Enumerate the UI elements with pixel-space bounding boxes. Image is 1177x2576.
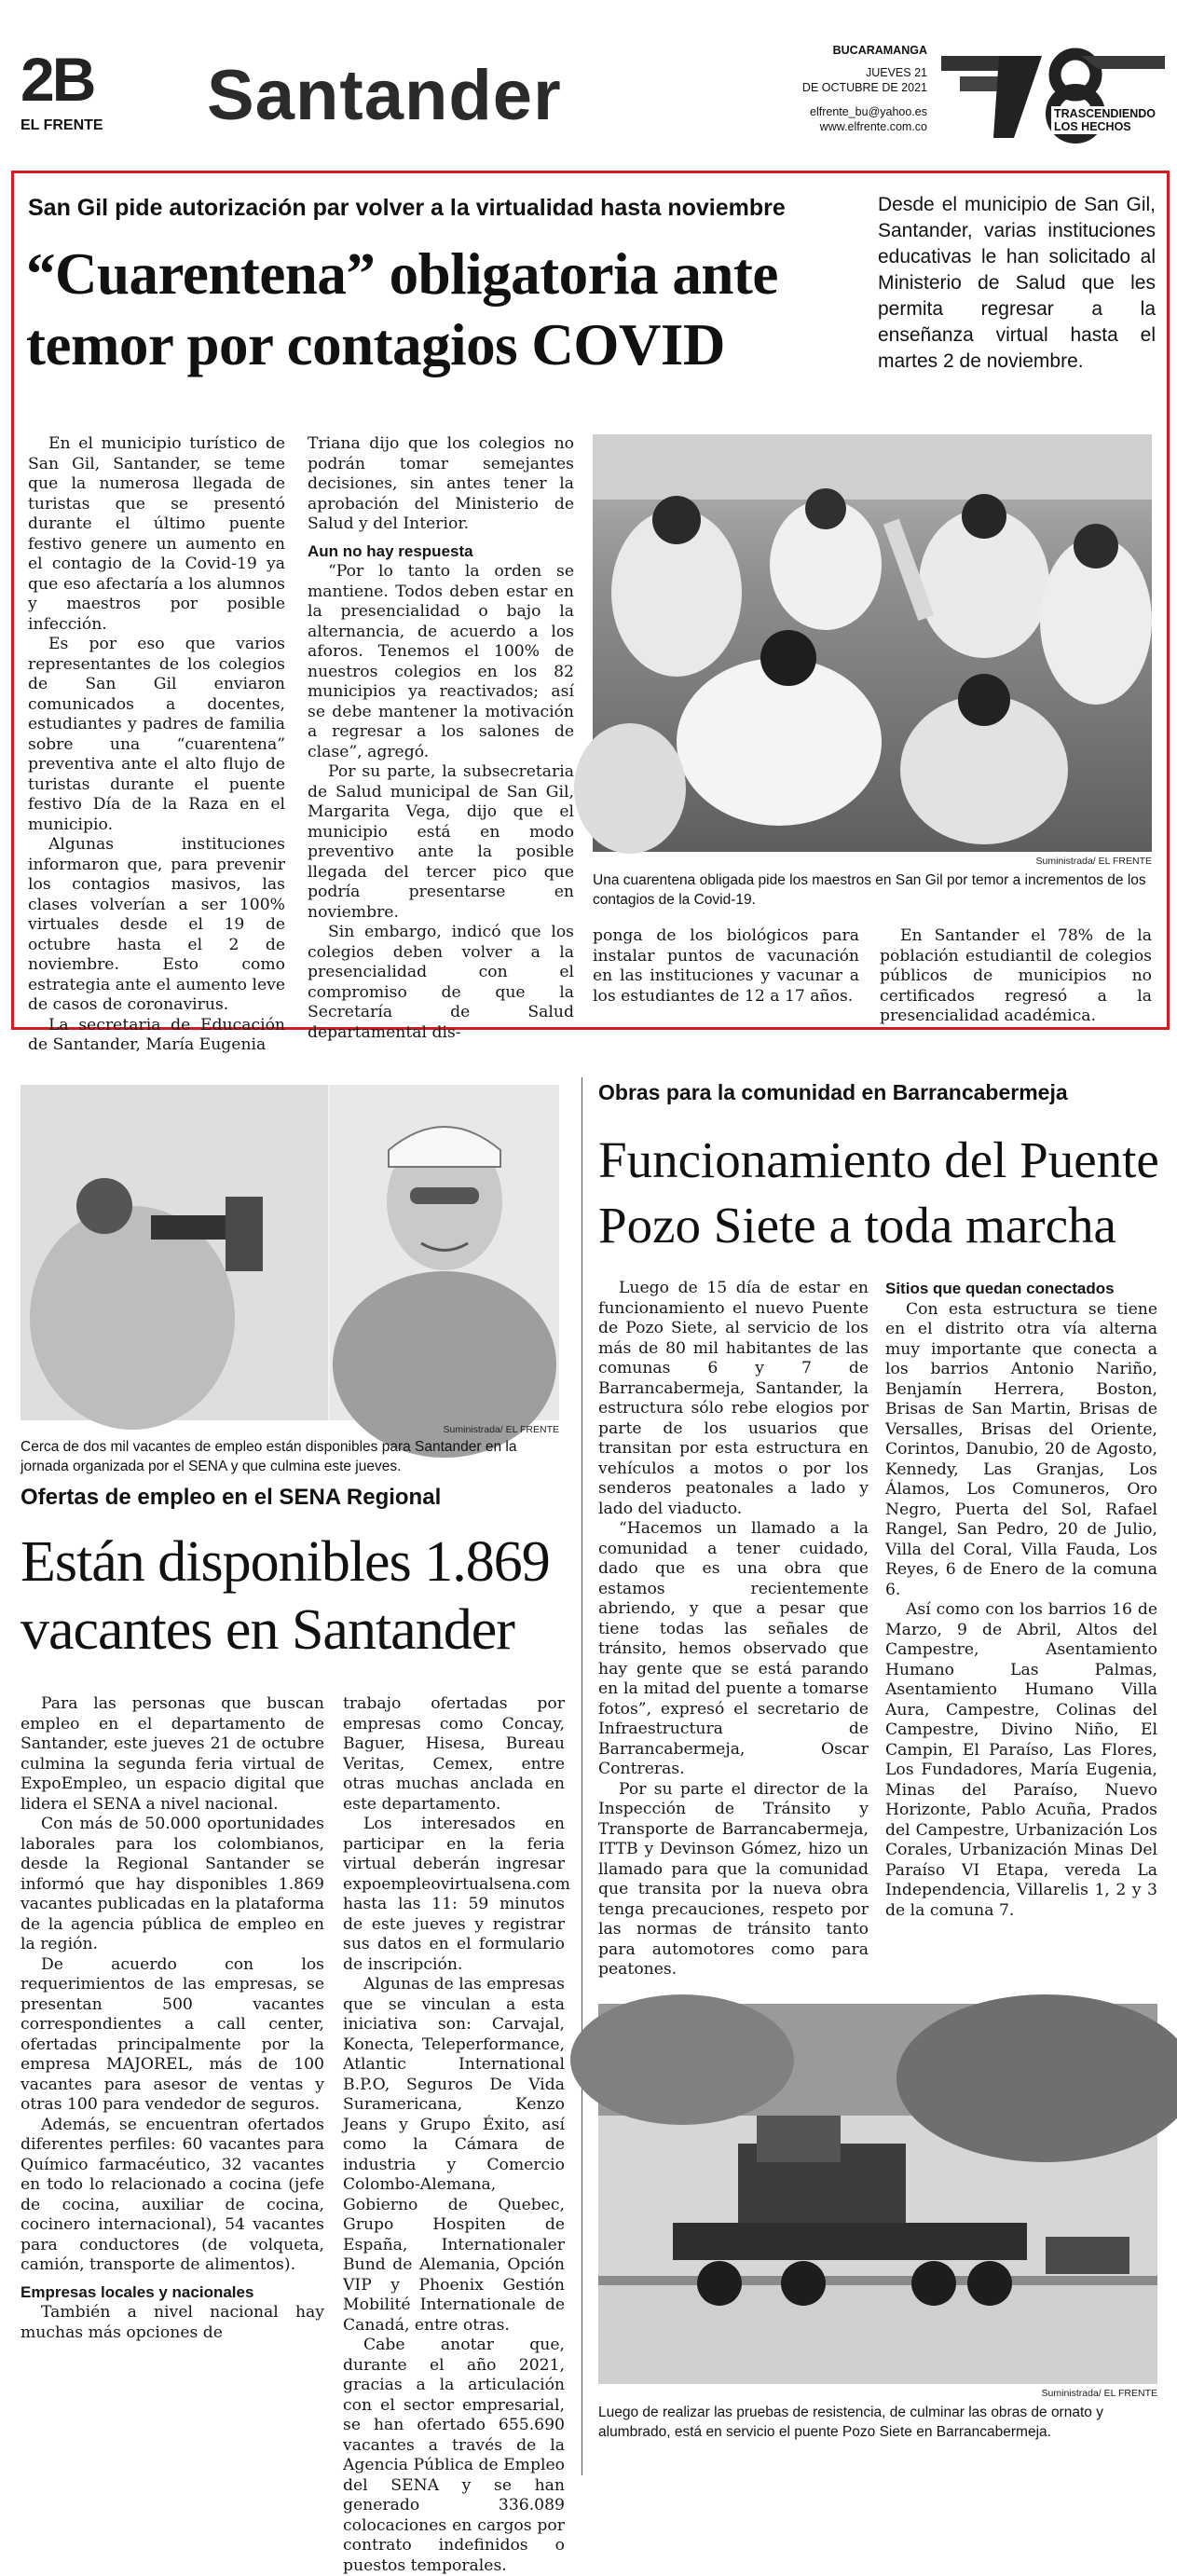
article3-photo-caption: Luego de realizar las pruebas de resistencia, de culminar las obras de ornato y alumbrado, está en servicio el puente Pozo Siete en Barrancabermeja. xyxy=(598,2405,1103,2440)
paragraph: En Santander el 78% de la población estudiantil de colegios públicos de municipios no certificados regresó a la presencialidad académica. xyxy=(880,926,1152,1025)
paragraph: Con más de 50.000 oportunidades laborales para los colombianos, desde la Regional Santander se informó que hay disponibles 1.869 vacantes publicadas en la plataforma de la agencia pública de empleo en la región. xyxy=(21,1815,324,1953)
article3-photo xyxy=(598,2004,1157,2384)
anniversary-logo xyxy=(941,35,1165,145)
paragraph: La secretaria de Educación de Santander, María Eugenia xyxy=(28,1015,285,1054)
article1-kicker: San Gil pide autorización par volver a la virtualidad hasta noviembre xyxy=(28,195,786,221)
paragraph: ponga de los biológicos para instalar puntos de vacunación en las instituciones y vacunar a los estudiantes de 12 a 17 años. xyxy=(593,926,859,1006)
article2-photo-credit: Suministrada/ EL FRENTE xyxy=(443,1424,559,1435)
article2-headline: Están disponibles 1.869 vacantes en Santander xyxy=(21,1530,550,1662)
article1-column-2 xyxy=(308,434,574,1043)
article2-photo-caption: Cerca de dos mil vacantes de empleo están disponibles para Santander en la jornada organizada por el SENA y que culmina este jueves. xyxy=(21,1439,517,1474)
article1-subhead: Aun no hay respuesta xyxy=(308,541,473,560)
header-meta xyxy=(760,43,927,134)
paragraph: Por su parte, la subsecretaria de Salud municipal de San Gil, Margarita Vega, dijo que el municipio está en modo preventivo ante la posible llegada del tercer pico que podría presentarse en noviembre. xyxy=(308,762,574,922)
paragraph: Los interesados en participar en la feria virtual deberán ingresar expoempleovirtualsena.com hasta las 11: 59 minutos de este jueves y registrar sus datos en el formulario de inscripción. xyxy=(343,1815,570,1974)
paragraph: Para las personas que buscan empleo en el departamento de Santander, este jueves 21 de octubre culmina la segunda feria virtual de ExpoEmpleo, un espacio digital que lidera el SENA a nivel nacional. xyxy=(21,1694,324,1814)
logo-tagline-1: TRASCENDIENDO xyxy=(1054,107,1156,120)
article3-headline: Funcionamiento del Puente Pozo Siete a toda marcha xyxy=(598,1131,1159,1254)
date-line-2: DE OCTUBRE DE 2021 xyxy=(801,81,927,94)
paragraph: Algunas de las empresas que se vinculan a esta iniciativa son: Carvajal, Konecta, Teleperformance, Atlantic International B.P.O, Seguros De Vida Suramericana, Kenzo Jeans y Grupo Éxito, así como la Cámara de industria y Comercio Colombo-Alemana, Gobierno de Quebec, Grupo Hospiten de España, Internationaler Bund de Alemania, Opción VIP y Phoenix Gestión Mobilité Internationale de Canadá, entre otras. xyxy=(343,1975,565,2335)
article3-subhead: Sitios que quedan conectados xyxy=(885,1280,1115,1297)
article3-photo-credit: Suministrada/ EL FRENTE xyxy=(1041,2388,1157,2399)
article3-column-2 xyxy=(885,1279,1157,1921)
paragraph: En el municipio turístico de San Gil, Santander, se teme que la numerosa llegada de turistas que se presentó durante el último puente festivo genere un aumento en el contagio de la Covid-19 ya que eso afectaría a los alumnos y maestros por posible infección. xyxy=(28,434,285,634)
paragraph: Con esta estructura se tiene en el distrito otra vía alterna muy importante que conecta a los barrios Antonio Nariño, Benjamín Herrera, Boston, Brisas de San Martin, Brisas de Versalles, Brisas del Oriente, Corintos, Danubio, 20 de Agosto, Kennedy, Las Granjas, Los Álamos, Los Comuneros, Oro Negro, Puerta del Sol, Rafael Rangel, San Pedro, 20 de Julio, Villa del Coral, Villa Fauda, Los Reyes, 6 de Enero de la comuna 6. xyxy=(885,1299,1157,1599)
paragraph: Es por eso que varios representantes de los colegios de San Gil enviaron comunicados a docentes, estudiantes y padres de familia sobre una “cuarentena” preventiva ante el alto flujo de turistas durante el puente festivo Día de la Raza en el municipio. xyxy=(28,635,285,834)
date-line-1: JUEVES 21 xyxy=(865,66,927,79)
paragraph: Sin embargo, indicó que los colegios deben volver a la presencialidad con el compromiso de que la Secretaría de Salud departamental dis- xyxy=(308,923,574,1042)
students-photo-image xyxy=(593,434,1152,852)
article1-column-1 xyxy=(28,434,285,1056)
article1-photo xyxy=(593,434,1152,852)
article3-kicker: Obras para la comunidad en Barrancabermeja xyxy=(598,1080,1068,1104)
paragraph: Luego de 15 día de estar en funcionamiento el nuevo Puente de Pozo Siete, al servicio de los más de 80 mil habitantes de las comunas 6 y 7 de Barrancabermeja, Santander, la estructura sólo rebe elogios por parte de los usuarios que transitan por esta estructura en vehículos a motos o por los senderos peatonales a lado y lado del viaducto. xyxy=(598,1279,869,1518)
bridge-photo-image xyxy=(598,2004,1157,2384)
paragraph: También a nivel nacional hay muchas más opciones de xyxy=(21,2303,324,2342)
workers-photo-image xyxy=(21,1085,559,1420)
logo-tagline-2: LOS HECHOS xyxy=(1054,120,1131,133)
paragraph: “Por lo tanto la orden se mantiene. Todos deben estar en la presencialidad o bajo la alternancia, de acuerdo a los aforos. Tenemos el 100% de nuestros colegios en los 82 municipios ya reactivados; así se debe mantener la motivación a regresar a los salones de clase”, agregó. xyxy=(308,562,574,761)
page-code: 2B xyxy=(21,45,94,114)
logo-tagline xyxy=(1051,106,1158,134)
paragraph: De acuerdo con los requerimientos de las empresas, se presentan 500 vacantes correspondientes a call center, ofertadas principalmente por la empresa MAJOREL, más de 100 vacantes para asesor de ventas y otras 100 para vendedor de seguros. xyxy=(21,1954,324,2114)
section-title: Santander xyxy=(207,56,562,135)
paragraph: Además, se encuentran ofertados diferentes perfiles: 60 vacantes para Químico farmacéutico, 32 vacantes en todo lo relacionado a cocina (jefe de cocina, auxiliar de cocina, cocinero internacional), 54 vacantes para conductores (de volqueta, camión, transporte de alimentos). xyxy=(21,2115,324,2274)
paragraph: Algunas instituciones informaron que, para prevenir los contagios masivos, las clases volverían a ser 100% virtuales desde el 19 de octubre hasta el 2 de noviembre. Esto como estrategia ante el aumento leve de casos de coronavirus. xyxy=(28,835,285,1014)
article2-subhead: Empresas locales y nacionales xyxy=(21,2282,254,2301)
article2-photo xyxy=(21,1085,559,1420)
article1-headline: “Cuarentena” obligatoria ante temor por contagios COVID xyxy=(26,241,778,377)
website-text: www.elfrente.com.co xyxy=(819,120,927,133)
article2-column-2 xyxy=(343,1694,570,2576)
paragraph: Así como con los barrios 16 de Marzo, 9 de Abril, Altos del Campestre, Asentamiento Humano Las Palmas, Asentamiento Humano Villa Aura, Campestre, Colinas del Campestre, Divino Niño, El Campin, El Paraíso, Las Flores, Los Fundadores, María Eugenia, Minas del Paraíso, Nuevo Horizonte, Pablo Acuña, Prados del Campestre, Urbanización Los Corales, Urbanización Minas Del Paraíso VI Etapa, vereda La Independencia, Villarelis 1, 2 y 3 de la comuna 7. xyxy=(885,1600,1157,1920)
paragraph: Triana dijo que los colegios no podrán tomar semejantes decisiones, sin antes tener la aprobación del Ministerio de Salud y del Interior. xyxy=(308,434,574,533)
article1-column-4 xyxy=(880,926,1152,1027)
article1-summary: Desde el municipio de San Gil, Santander, varias instituciones educativas le han solicitado al Ministerio de Salud que les permita regresar a la enseñanza virtual hasta el martes 2 de noviembre. xyxy=(878,194,1156,372)
paragraph: Por su parte el director de la Inspección de Tránsito y Transporte de Barrancabermeja, ITTB y Devinson Gómez, hizo un llamado para que la comunidad que transita por la nueva obra tenga precauciones, respeto por las normas de tránsito tanto para automotores como para peatones. xyxy=(598,1779,869,1979)
article1-column-3 xyxy=(593,926,859,1007)
article1-photo-credit: Suministrada/ EL FRENTE xyxy=(1035,856,1152,867)
article2-column-1 xyxy=(21,1694,324,2343)
paragraph: trabajo ofertadas por empresas como Concay, Baguer, Hisesa, Bureau Veritas, Cemex, entre otras muchas anclada en este departamento. xyxy=(343,1694,565,1814)
city-label: BUCARAMANGA xyxy=(832,44,927,57)
paragraph: Cabe anotar que, durante el año 2021, gracias a la articulación con el sector empresarial, se han ofertado 655.690 vacantes a través de la Agencia Pública de Empleo del SENA y se han generado 336.089 colocaciones en cargos por contrato indefinidos o puestos temporales. xyxy=(343,2336,565,2575)
email-text: elfrente_bu@yahoo.es xyxy=(810,105,927,118)
article3-column-1 xyxy=(598,1279,869,1980)
article2-kicker: Ofertas de empleo en el SENA Regional xyxy=(21,1485,442,1510)
paper-name: EL FRENTE xyxy=(21,117,103,133)
article1-photo-caption: Una cuarentena obligada pide los maestros en San Gil por temor a incrementos de los contagios de la Covid-19. xyxy=(593,872,1146,908)
paragraph: “Hacemos un llamado a la comunidad a tener cuidado, dado que es una obra que estamos recientemente abriendo, y que a pesar que tiene todas las señales de tránsito, hemos observado que hay gente que se está parando en la mitad del puente a tomarse fotos”, expresó el secretario de Infraestructura de Barrancabermeja, Oscar Contreras. xyxy=(598,1519,869,1778)
